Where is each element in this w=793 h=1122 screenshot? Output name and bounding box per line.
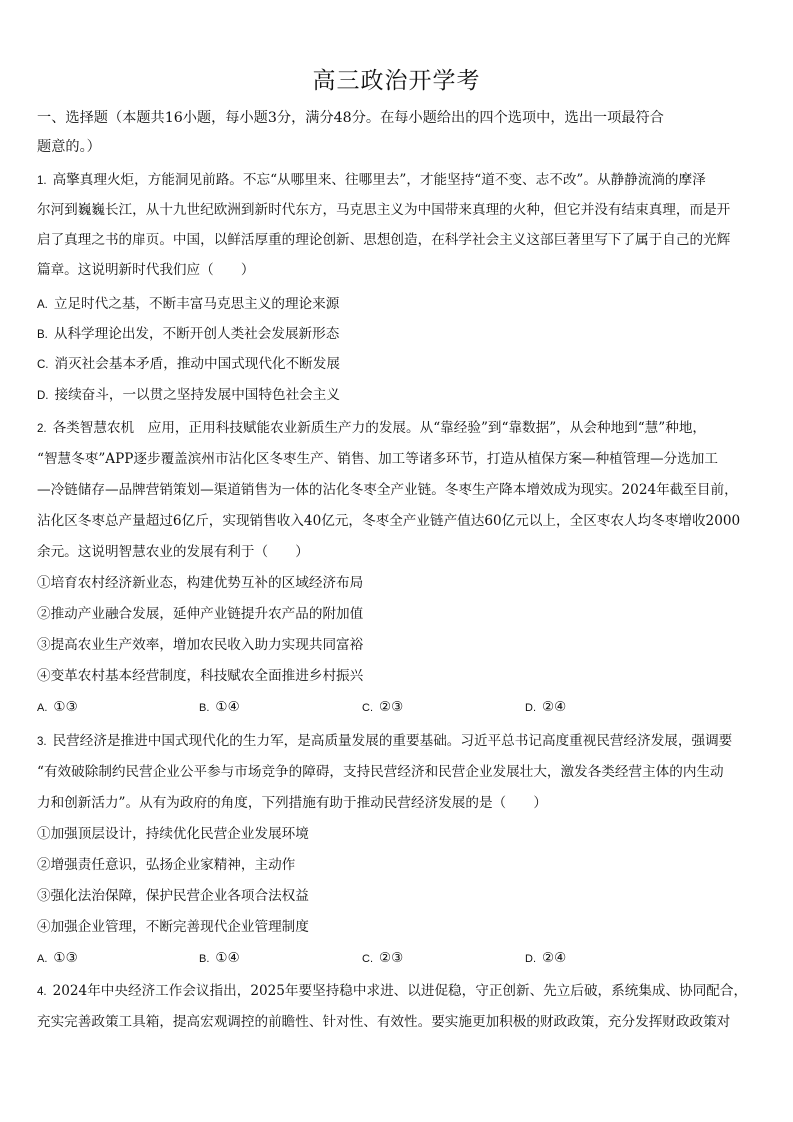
question-2-option-a[interactable]: A. ①③ xyxy=(37,699,78,715)
question-2-option-c[interactable]: C. ②③ xyxy=(362,699,404,715)
question-1-option-a[interactable]: A. 立足时代之基，不断丰富马克思主义的理论来源 xyxy=(37,296,340,312)
question-2-options xyxy=(37,697,765,719)
question-2-line: 2. 各类智慧农机 应用，正用科技赋能农业新质生产力的发展。从“靠经验”到“靠数据”，从会种地到“慧”种地， xyxy=(37,420,707,436)
question-2-option-b[interactable]: B. ①④ xyxy=(199,699,240,715)
question-number: 3. xyxy=(37,736,47,748)
question-2-item: ②推动产业融合发展，延伸产业链提升农产品的附加值 xyxy=(37,606,364,622)
question-3-options xyxy=(37,948,765,970)
question-3-line: 3. 民营经济是推进中国式现代化的生力军，是高质量发展的重要基础。习近平总书记高度重视民营经济发展，强调要 xyxy=(37,733,733,749)
question-2-line: “智慧冬枣”APP逐步覆盖滨州市沾化区冬枣生产、销售、加工等诸多环节，打造从植保方案—种植管理—分选加工 xyxy=(37,451,718,467)
question-2-item: ①培育农村经济新业态，构建优势互补的区域经济布局 xyxy=(37,575,364,591)
page-title: 高三政治开学考 xyxy=(312,68,481,94)
question-3-line: 力和创新活力”。从有为政府的角度，下列措施有助于推动民营经济发展的是（ ） xyxy=(37,795,547,811)
question-4-line: 4. 2024年中央经济工作会议指出，2025年要坚持稳中求进、以进促稳，守正创新、先立后破，系统集成、协同配合， xyxy=(37,983,748,999)
question-2-line: —冷链储存—品牌营销策划—渠道销售为一体的沾化冬枣全产业链。冬枣生产降本增效成为现实。2024年截至目前， xyxy=(37,482,738,498)
section-header: 一、选择题（本题共16小题，每小题3分，满分48分。在每小题给出的四个选项中，选出一项最符合 xyxy=(37,110,664,126)
section-header-cont: 题意的。） xyxy=(37,139,101,155)
question-number: 2. xyxy=(37,423,47,435)
question-number: 1. xyxy=(37,175,47,187)
question-3-option-d[interactable]: D. ②④ xyxy=(525,950,567,966)
question-2-option-d[interactable]: D. ②④ xyxy=(525,699,567,715)
question-3-item: ④加强企业管理，不断完善现代企业管理制度 xyxy=(37,919,309,935)
question-3-option-c[interactable]: C. ②③ xyxy=(362,950,404,966)
question-3-option-a[interactable]: A. ①③ xyxy=(37,950,78,966)
question-3-item: ①加强顶层设计，持续优化民营企业发展环境 xyxy=(37,826,309,842)
question-3-item: ②增强责任意识，弘扬企业家精神，主动作 xyxy=(37,857,296,873)
question-2-item: ④变革农村基本经营制度，科技赋农全面推进乡村振兴 xyxy=(37,668,364,684)
question-3-line: “有效破除制约民营企业公平参与市场竞争的障碍，支持民营经济和民营企业发展壮大，激发各类经营主体的内生动 xyxy=(37,764,724,780)
question-4-line: 充实完善政策工具箱，提高宏观调控的前瞻性、针对性、有效性。要实施更加积极的财政政策，充分发挥财政政策对 xyxy=(37,1014,731,1030)
question-2-line: 沾化区冬枣总产量超过6亿斤，实现销售收入40亿元，冬枣全产业链产值达60亿元以上，全区枣农人均冬枣增收2000 xyxy=(37,513,741,529)
question-3-option-b[interactable]: B. ①④ xyxy=(199,950,240,966)
question-1-option-b[interactable]: B. 从科学理论出发，不断开创人类社会发展新形态 xyxy=(37,326,340,342)
question-1-option-c[interactable]: C. 消灭社会基本矛盾，推动中国式现代化不断发展 xyxy=(37,356,340,372)
question-number: 4. xyxy=(37,986,47,998)
question-2-item: ③提高农业生产效率，增加农民收入助力实现共同富裕 xyxy=(37,637,364,653)
question-3-item: ③强化法治保障，保护民营企业各项合法权益 xyxy=(37,888,309,904)
question-1-option-d[interactable]: D. 接续奋斗，一以贯之坚持发展中国特色社会主义 xyxy=(37,387,340,403)
question-1-line: 启了真理之书的扉页。中国，以鲜活厚重的理论创新、思想创造，在科学社会主义这部巨著里写下了属于自己的光辉 xyxy=(37,232,731,248)
question-1-line: 篇章。这说明新时代我们应（ ） xyxy=(37,262,255,278)
question-1-line: 1. 高擎真理火炬，方能洞见前路。不忘“从哪里来、往哪里去”，才能坚持“道不变、志不改”。从静静流淌的摩泽 xyxy=(37,172,706,188)
question-1-line: 尔河到巍巍长江，从十九世纪欧洲到新时代东方，马克思主义为中国带来真理的火种，但它并没有结束真理，而是开 xyxy=(37,202,731,218)
question-2-line: 余元。这说明智慧农业的发展有利于（ ） xyxy=(37,544,309,560)
